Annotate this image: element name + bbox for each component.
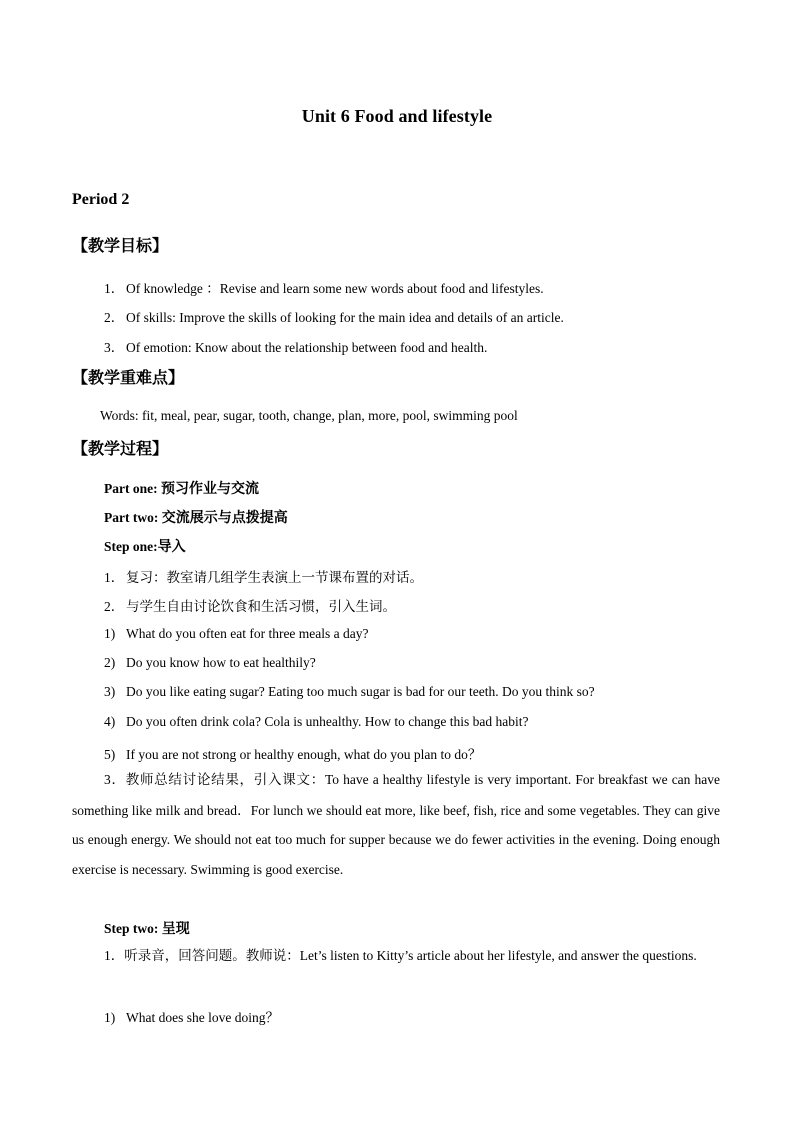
objectives-heading: 【教学目标】 (72, 236, 169, 255)
step-one-item-text: 与学生自由讨论饮食和生活习惯，引入生词。 (126, 599, 396, 615)
question-number: 1) (104, 1010, 116, 1025)
question-text: Do you often drink cola? Cola is unhealthy. How to change this bad habit? (126, 714, 529, 729)
question-item (104, 655, 316, 671)
summary-cn: 教师总结讨论结果，引入课文： (125, 772, 325, 788)
process-heading: 【教学过程】 (72, 439, 169, 458)
keypoints-words: Words: fit, meal, pear, sugar, tooth, change, plan, more, pool, swimming pool (100, 408, 518, 423)
question-number: 3) (104, 684, 116, 699)
question-number: 4) (104, 714, 116, 729)
step-two-label: Step two: (104, 921, 159, 936)
question-item (104, 1006, 279, 1026)
objective-text: Of emotion: Know about the relationship between food and health. (126, 340, 488, 355)
question-item (104, 743, 481, 763)
question-number: 5) (104, 747, 116, 762)
step-two-text: 呈现 (161, 921, 190, 937)
listen-en: Let’s listen to Kitty’s article about her lifestyle, and answer the questions. (299, 948, 697, 963)
question-number: 2) (104, 655, 116, 670)
part-two-text: 交流展示与点拨提高 (161, 510, 288, 526)
listen-paragraph (72, 941, 720, 972)
step-one-text: 导入 (157, 539, 186, 555)
summary-en: To have a healthy lifestyle is very important. For breakfast we can have something like milk and bread．For lunch we should eat more, like beef, fish, rice and some vegetables. They can give us enough energy. We should not eat too much for supper because we do fewer activities in the evening. Doing enough exercise is necessary. Swimming is good exercise. (72, 772, 721, 877)
part-one (104, 478, 259, 498)
objective-item (104, 277, 544, 297)
keypoints-heading: 【教学重难点】 (72, 368, 185, 387)
question-text: If you are not strong or healthy enough, what do you plan to do？ (126, 747, 482, 762)
listen-cn: 听录音，回答问题。教师说： (124, 948, 300, 964)
listen-number: 1． (104, 948, 125, 963)
question-text: What does she love doing？ (126, 1010, 279, 1025)
document-title: Unit 6 Food and lifestyle (301, 106, 493, 126)
summary-paragraph (72, 765, 720, 884)
question-item (104, 626, 369, 642)
question-text: What do you often eat for three meals a day? (126, 626, 369, 641)
part-two (104, 507, 288, 527)
objective-text: Of knowledge ：Revise and learn some new words about food and lifestyles. (126, 281, 544, 296)
step-one-item-number: 2． (104, 599, 125, 614)
step-one-item-text: 复习：教室请几组学生表演上一节课布置的对话。 (126, 570, 423, 586)
question-text: Do you like eating sugar? Eating too much sugar is bad for our teeth. Do you think so? (126, 684, 595, 699)
step-one-label: Step one: (104, 539, 158, 554)
objective-number: 3． (104, 340, 125, 355)
question-item (104, 684, 595, 700)
question-number: 1) (104, 626, 116, 641)
objective-number: 1． (104, 281, 125, 296)
question-item (104, 714, 529, 730)
step-one-item (104, 566, 423, 586)
question-text: Do you know how to eat healthily? (126, 655, 316, 670)
objective-item (104, 306, 564, 326)
step-one-item (104, 595, 396, 615)
part-two-label: Part two: (104, 510, 159, 525)
part-one-label: Part one: (104, 481, 158, 496)
step-two (104, 918, 190, 938)
objective-item (104, 336, 487, 356)
part-one-text: 预习作业与交流 (160, 481, 259, 497)
objective-text: Of skills: Improve the skills of looking for the main idea and details of an article. (126, 310, 564, 325)
objective-number: 2． (104, 310, 125, 325)
summary-number: 3． (104, 772, 126, 787)
step-one-item-number: 1． (104, 570, 125, 585)
period-label: Period 2 (72, 191, 130, 208)
step-one (104, 536, 186, 556)
